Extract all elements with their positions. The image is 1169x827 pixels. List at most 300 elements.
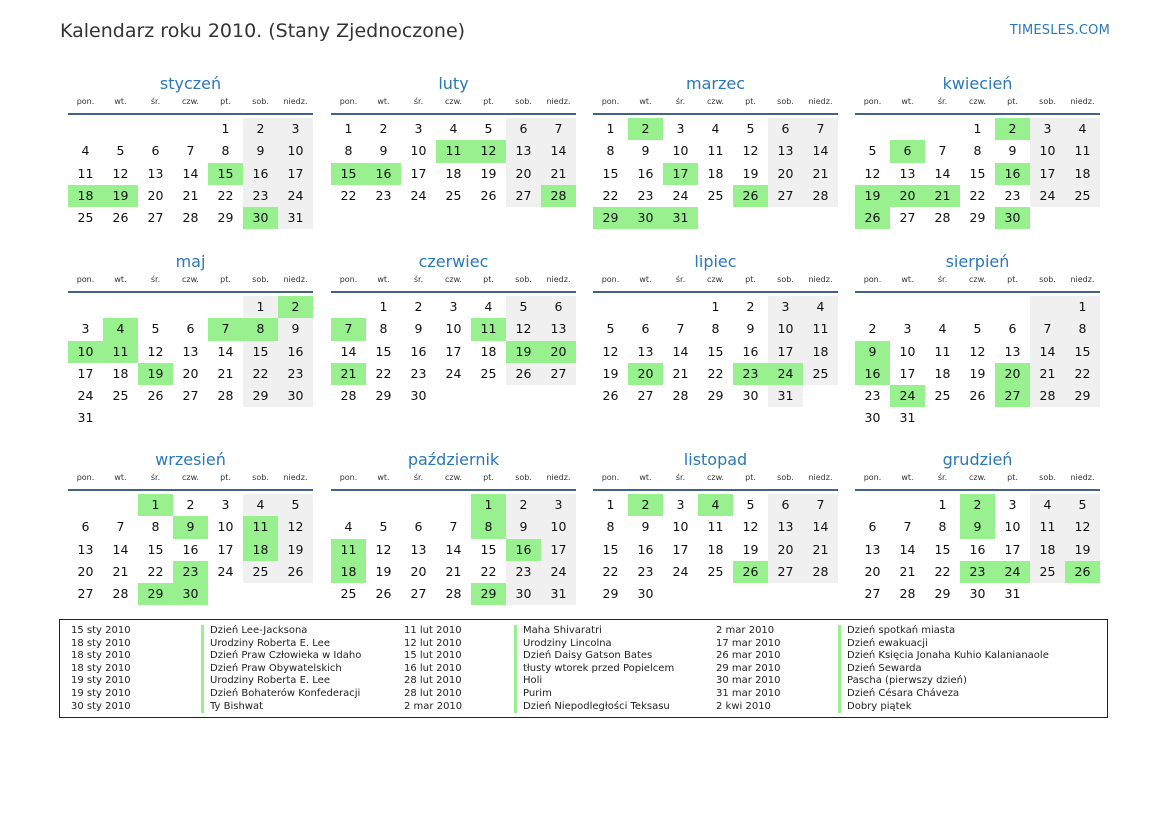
day-cell[interactable]: 27 [182,388,199,404]
day-cell[interactable]: 13 [541,318,576,340]
day-cell[interactable]: 2 [746,299,755,314]
day-cell[interactable]: 22 [602,563,619,579]
day-cell[interactable]: 31 [1004,586,1021,602]
day-cell[interactable]: 4 [449,121,458,136]
day-cell[interactable]: 28 [340,388,357,404]
day-cell[interactable]: 7 [903,519,912,535]
day-cell[interactable]: 26 [480,187,497,203]
day-cell[interactable]: 21 [217,365,234,381]
day-cell[interactable]: 16 [637,165,654,181]
day-cell[interactable]: 7 [186,143,195,159]
day-cell[interactable]: 14 [112,541,129,557]
day-cell[interactable]: 25 [803,363,838,385]
day-cell[interactable]: 4 [1065,118,1100,140]
day-cell[interactable]: 6 [890,140,925,162]
day-cell[interactable]: 6 [186,321,195,337]
day-cell[interactable]: 25 [112,388,129,404]
day-cell[interactable]: 5 [606,321,615,337]
day-cell[interactable]: 7 [116,519,125,535]
day-cell[interactable]: 17 [672,541,689,557]
day-cell[interactable]: 9 [379,143,388,159]
day-cell[interactable]: 21 [803,539,838,561]
day-cell[interactable]: 15 [934,541,951,557]
day-cell[interactable]: 26 [375,586,392,602]
day-cell[interactable]: 12 [506,318,541,340]
day-cell[interactable]: 3 [903,321,912,337]
day-cell[interactable]: 25 [707,187,724,203]
day-cell[interactable]: 7 [938,143,947,159]
day-cell[interactable]: 11 [77,165,94,181]
day-cell[interactable]: 11 [803,318,838,340]
day-cell[interactable]: 5 [506,296,541,318]
day-cell[interactable]: 31 [768,385,803,407]
day-cell[interactable]: 9 [243,140,278,162]
day-cell[interactable]: 9 [641,519,650,535]
day-cell[interactable]: 23 [278,363,313,385]
day-cell[interactable]: 10 [1030,140,1065,162]
day-cell[interactable]: 3 [768,296,803,318]
day-cell[interactable]: 16 [742,343,759,359]
day-cell[interactable]: 22 [243,363,278,385]
day-cell[interactable]: 28 [217,388,234,404]
day-cell[interactable]: 8 [606,519,615,535]
day-cell[interactable]: 19 [375,563,392,579]
day-cell[interactable]: 4 [243,494,278,516]
day-cell[interactable]: 22 [340,187,357,203]
day-cell[interactable]: 16 [637,541,654,557]
day-cell[interactable]: 15 [147,541,164,557]
day-cell[interactable]: 26 [602,388,619,404]
day-cell[interactable]: 14 [899,541,916,557]
day-cell[interactable]: 23 [410,365,427,381]
day-cell[interactable]: 7 [331,318,366,340]
day-cell[interactable]: 16 [855,363,890,385]
day-cell[interactable]: 5 [746,497,755,512]
day-cell[interactable]: 16 [278,341,313,363]
day-cell[interactable]: 18 [707,165,724,181]
day-cell[interactable]: 12 [147,343,164,359]
day-cell[interactable]: 19 [1065,539,1100,561]
day-cell[interactable]: 11 [1030,516,1065,538]
day-cell[interactable]: 18 [934,365,951,381]
day-cell[interactable]: 19 [602,365,619,381]
day-cell[interactable]: 11 [471,318,506,340]
day-cell[interactable]: 29 [243,385,278,407]
day-cell[interactable]: 24 [541,561,576,583]
day-cell[interactable]: 13 [899,165,916,181]
day-cell[interactable]: 18 [68,185,103,207]
day-cell[interactable]: 26 [733,561,768,583]
day-cell[interactable]: 12 [602,343,619,359]
day-cell[interactable]: 11 [436,140,471,162]
day-cell[interactable]: 20 [995,363,1030,385]
day-cell[interactable]: 25 [707,563,724,579]
day-cell[interactable]: 2 [960,494,995,516]
day-cell[interactable]: 8 [711,321,720,337]
day-cell[interactable]: 29 [375,388,392,404]
day-cell[interactable]: 8 [1065,318,1100,340]
day-cell[interactable]: 27 [768,185,803,207]
day-cell[interactable]: 13 [77,541,94,557]
day-cell[interactable]: 24 [890,385,925,407]
day-cell[interactable]: 2 [414,299,423,314]
day-cell[interactable]: 2 [186,497,195,512]
day-cell[interactable]: 19 [506,341,541,363]
day-cell[interactable]: 4 [711,121,720,136]
day-cell[interactable]: 3 [449,299,458,314]
day-cell[interactable]: 8 [221,143,230,159]
day-cell[interactable]: 10 [68,341,103,363]
day-cell[interactable]: 6 [541,296,576,318]
day-cell[interactable]: 29 [217,210,234,226]
day-cell[interactable]: 9 [1008,143,1017,159]
day-cell[interactable]: 20 [182,365,199,381]
day-cell[interactable]: 7 [803,118,838,140]
day-cell[interactable]: 16 [182,541,199,557]
day-cell[interactable]: 3 [676,497,685,512]
day-cell[interactable]: 17 [663,163,698,185]
day-cell[interactable]: 28 [445,586,462,602]
day-cell[interactable]: 27 [768,561,803,583]
day-cell[interactable]: 29 [471,583,506,605]
day-cell[interactable]: 30 [243,207,278,229]
day-cell[interactable]: 3 [1008,497,1017,512]
day-cell[interactable]: 23 [375,187,392,203]
day-cell[interactable]: 1 [379,299,388,314]
day-cell[interactable]: 6 [81,519,90,535]
day-cell[interactable]: 8 [938,519,947,535]
day-cell[interactable]: 7 [541,118,576,140]
day-cell[interactable]: 25 [934,388,951,404]
day-cell[interactable]: 20 [541,341,576,363]
day-cell[interactable]: 11 [934,343,951,359]
day-cell[interactable]: 6 [868,519,877,535]
day-cell[interactable]: 3 [81,321,90,337]
day-cell[interactable]: 19 [969,365,986,381]
day-cell[interactable]: 12 [278,516,313,538]
day-cell[interactable]: 2 [243,118,278,140]
day-cell[interactable]: 1 [1065,296,1100,318]
day-cell[interactable]: 23 [637,187,654,203]
day-cell[interactable]: 17 [768,341,803,363]
day-cell[interactable]: 23 [864,388,881,404]
day-cell[interactable]: 21 [899,563,916,579]
day-cell[interactable]: 26 [112,210,129,226]
day-cell[interactable]: 20 [628,363,663,385]
day-cell[interactable]: 8 [151,519,160,535]
day-cell[interactable]: 30 [506,583,541,605]
day-cell[interactable]: 14 [217,343,234,359]
day-cell[interactable]: 14 [340,343,357,359]
day-cell[interactable]: 25 [480,365,497,381]
day-cell[interactable]: 5 [151,321,160,337]
day-cell[interactable]: 18 [331,561,366,583]
day-cell[interactable]: 25 [77,210,94,226]
day-cell[interactable]: 5 [379,519,388,535]
day-cell[interactable]: 15 [480,541,497,557]
day-cell[interactable]: 30 [864,410,881,426]
day-cell[interactable]: 7 [676,321,685,337]
day-cell[interactable]: 21 [672,365,689,381]
day-cell[interactable]: 10 [1004,519,1021,535]
day-cell[interactable]: 22 [147,563,164,579]
day-cell[interactable]: 4 [938,321,947,337]
day-cell[interactable]: 21 [445,563,462,579]
day-cell[interactable]: 30 [969,586,986,602]
day-cell[interactable]: 10 [278,140,313,162]
day-cell[interactable]: 18 [445,165,462,181]
day-cell[interactable]: 26 [147,388,164,404]
day-cell[interactable]: 17 [899,365,916,381]
day-cell[interactable]: 4 [698,494,733,516]
day-cell[interactable]: 15 [707,343,724,359]
day-cell[interactable]: 2 [628,118,663,140]
day-cell[interactable]: 17 [541,539,576,561]
day-cell[interactable]: 21 [925,185,960,207]
day-cell[interactable]: 7 [449,519,458,535]
day-cell[interactable]: 7 [1030,318,1065,340]
day-cell[interactable]: 24 [445,365,462,381]
day-cell[interactable]: 30 [995,207,1030,229]
day-cell[interactable]: 1 [938,497,947,512]
day-cell[interactable]: 28 [899,586,916,602]
day-cell[interactable]: 1 [711,299,720,314]
day-cell[interactable]: 14 [672,343,689,359]
day-cell[interactable]: 6 [768,118,803,140]
day-cell[interactable]: 10 [445,321,462,337]
day-cell[interactable]: 15 [331,163,366,185]
day-cell[interactable]: 6 [151,143,160,159]
day-cell[interactable]: 5 [973,321,982,337]
day-cell[interactable]: 2 [995,118,1030,140]
day-cell[interactable]: 1 [344,121,353,136]
day-cell[interactable]: 30 [278,385,313,407]
day-cell[interactable]: 18 [707,541,724,557]
day-cell[interactable]: 8 [344,143,353,159]
day-cell[interactable]: 11 [707,143,724,159]
day-cell[interactable]: 28 [934,210,951,226]
day-cell[interactable]: 15 [375,343,392,359]
day-cell[interactable]: 11 [103,341,138,363]
day-cell[interactable]: 23 [960,561,995,583]
day-cell[interactable]: 11 [707,519,724,535]
day-cell[interactable]: 26 [1065,561,1100,583]
day-cell[interactable]: 17 [445,343,462,359]
day-cell[interactable]: 27 [147,210,164,226]
day-cell[interactable]: 13 [1004,343,1021,359]
day-cell[interactable]: 13 [182,343,199,359]
day-cell[interactable]: 31 [278,207,313,229]
day-cell[interactable]: 23 [173,561,208,583]
day-cell[interactable]: 1 [243,296,278,318]
day-cell[interactable]: 24 [995,561,1030,583]
day-cell[interactable]: 12 [112,165,129,181]
day-cell[interactable]: 24 [278,185,313,207]
day-cell[interactable]: 5 [746,121,755,136]
day-cell[interactable]: 31 [899,410,916,426]
day-cell[interactable]: 10 [217,519,234,535]
day-cell[interactable]: 27 [995,385,1030,407]
day-cell[interactable]: 17 [1030,163,1065,185]
day-cell[interactable]: 18 [1030,539,1065,561]
day-cell[interactable]: 10 [672,143,689,159]
day-cell[interactable]: 16 [995,163,1030,185]
day-cell[interactable]: 30 [628,207,663,229]
day-cell[interactable]: 18 [112,365,129,381]
day-cell[interactable]: 2 [628,494,663,516]
day-cell[interactable]: 14 [934,165,951,181]
day-cell[interactable]: 24 [672,187,689,203]
day-cell[interactable]: 15 [602,165,619,181]
day-cell[interactable]: 27 [77,586,94,602]
day-cell[interactable]: 1 [471,494,506,516]
day-cell[interactable]: 31 [663,207,698,229]
day-cell[interactable]: 23 [637,563,654,579]
day-cell[interactable]: 30 [637,586,654,602]
day-cell[interactable]: 8 [379,321,388,337]
day-cell[interactable]: 24 [217,563,234,579]
day-cell[interactable]: 4 [103,318,138,340]
day-cell[interactable]: 2 [506,494,541,516]
day-cell[interactable]: 28 [803,561,838,583]
day-cell[interactable]: 11 [331,539,366,561]
day-cell[interactable]: 12 [742,519,759,535]
day-cell[interactable]: 15 [1065,341,1100,363]
day-cell[interactable]: 21 [1030,363,1065,385]
day-cell[interactable]: 14 [541,140,576,162]
day-cell[interactable]: 5 [278,494,313,516]
day-cell[interactable]: 25 [445,187,462,203]
day-cell[interactable]: 25 [340,586,357,602]
day-cell[interactable]: 3 [1030,118,1065,140]
day-cell[interactable]: 19 [278,539,313,561]
day-cell[interactable]: 16 [969,541,986,557]
day-cell[interactable]: 11 [1065,140,1100,162]
day-cell[interactable]: 6 [768,494,803,516]
day-cell[interactable]: 5 [116,143,125,159]
day-cell[interactable]: 16 [410,343,427,359]
day-cell[interactable]: 13 [506,140,541,162]
day-cell[interactable]: 15 [969,165,986,181]
day-cell[interactable]: 20 [768,539,803,561]
day-cell[interactable]: 28 [1030,385,1065,407]
day-cell[interactable]: 21 [331,363,366,385]
day-cell[interactable]: 15 [602,541,619,557]
day-cell[interactable]: 20 [410,563,427,579]
day-cell[interactable]: 29 [602,586,619,602]
day-cell[interactable]: 29 [593,207,628,229]
day-cell[interactable]: 13 [768,140,803,162]
day-cell[interactable]: 1 [606,497,615,512]
day-cell[interactable]: 4 [484,299,493,314]
day-cell[interactable]: 15 [208,163,243,185]
day-cell[interactable]: 22 [375,365,392,381]
day-cell[interactable]: 13 [410,541,427,557]
day-cell[interactable]: 18 [1065,163,1100,185]
day-cell[interactable]: 3 [676,121,685,136]
day-cell[interactable]: 5 [484,121,493,136]
day-cell[interactable]: 28 [182,210,199,226]
day-cell[interactable]: 30 [410,388,427,404]
day-cell[interactable]: 2 [379,121,388,136]
day-cell[interactable]: 17 [410,165,427,181]
day-cell[interactable]: 28 [803,185,838,207]
day-cell[interactable]: 12 [471,140,506,162]
day-cell[interactable]: 27 [410,586,427,602]
day-cell[interactable]: 8 [973,143,982,159]
day-cell[interactable]: 20 [768,163,803,185]
day-cell[interactable]: 25 [243,561,278,583]
day-cell[interactable]: 5 [868,143,877,159]
day-cell[interactable]: 24 [77,388,94,404]
day-cell[interactable]: 14 [803,516,838,538]
day-cell[interactable]: 10 [410,143,427,159]
day-cell[interactable]: 19 [855,185,890,207]
day-cell[interactable]: 9 [173,516,208,538]
day-cell[interactable]: 17 [217,541,234,557]
day-cell[interactable]: 22 [707,365,724,381]
day-cell[interactable]: 29 [934,586,951,602]
day-cell[interactable]: 29 [707,388,724,404]
day-cell[interactable]: 19 [138,363,173,385]
day-cell[interactable]: 18 [480,343,497,359]
day-cell[interactable]: 14 [182,165,199,181]
day-cell[interactable]: 12 [864,165,881,181]
day-cell[interactable]: 13 [768,516,803,538]
day-cell[interactable]: 3 [414,121,423,136]
brand-link[interactable]: TIMESLES.COM [1009,23,1110,38]
day-cell[interactable]: 31 [541,583,576,605]
day-cell[interactable]: 4 [1030,494,1065,516]
day-cell[interactable]: 26 [278,561,313,583]
day-cell[interactable]: 1 [606,121,615,136]
day-cell[interactable]: 6 [414,519,423,535]
day-cell[interactable]: 13 [637,343,654,359]
day-cell[interactable]: 12 [969,343,986,359]
day-cell[interactable]: 22 [480,563,497,579]
day-cell[interactable]: 15 [243,341,278,363]
day-cell[interactable]: 29 [138,583,173,605]
day-cell[interactable]: 9 [641,143,650,159]
day-cell[interactable]: 1 [973,121,982,136]
day-cell[interactable]: 10 [541,516,576,538]
day-cell[interactable]: 1 [221,121,230,136]
day-cell[interactable]: 10 [672,519,689,535]
day-cell[interactable]: 4 [803,296,838,318]
day-cell[interactable]: 21 [182,187,199,203]
day-cell[interactable]: 7 [803,494,838,516]
day-cell[interactable]: 29 [969,210,986,226]
day-cell[interactable]: 12 [375,541,392,557]
day-cell[interactable]: 20 [864,563,881,579]
day-cell[interactable]: 2 [278,296,313,318]
day-cell[interactable]: 14 [803,140,838,162]
day-cell[interactable]: 8 [606,143,615,159]
day-cell[interactable]: 11 [243,516,278,538]
day-cell[interactable]: 14 [445,541,462,557]
day-cell[interactable]: 20 [890,185,925,207]
day-cell[interactable]: 14 [1030,341,1065,363]
day-cell[interactable]: 8 [243,318,278,340]
day-cell[interactable]: 5 [1065,494,1100,516]
day-cell[interactable]: 19 [742,541,759,557]
day-cell[interactable]: 20 [77,563,94,579]
day-cell[interactable]: 13 [147,165,164,181]
day-cell[interactable]: 26 [733,185,768,207]
day-cell[interactable]: 17 [1004,541,1021,557]
day-cell[interactable]: 10 [899,343,916,359]
day-cell[interactable]: 13 [864,541,881,557]
